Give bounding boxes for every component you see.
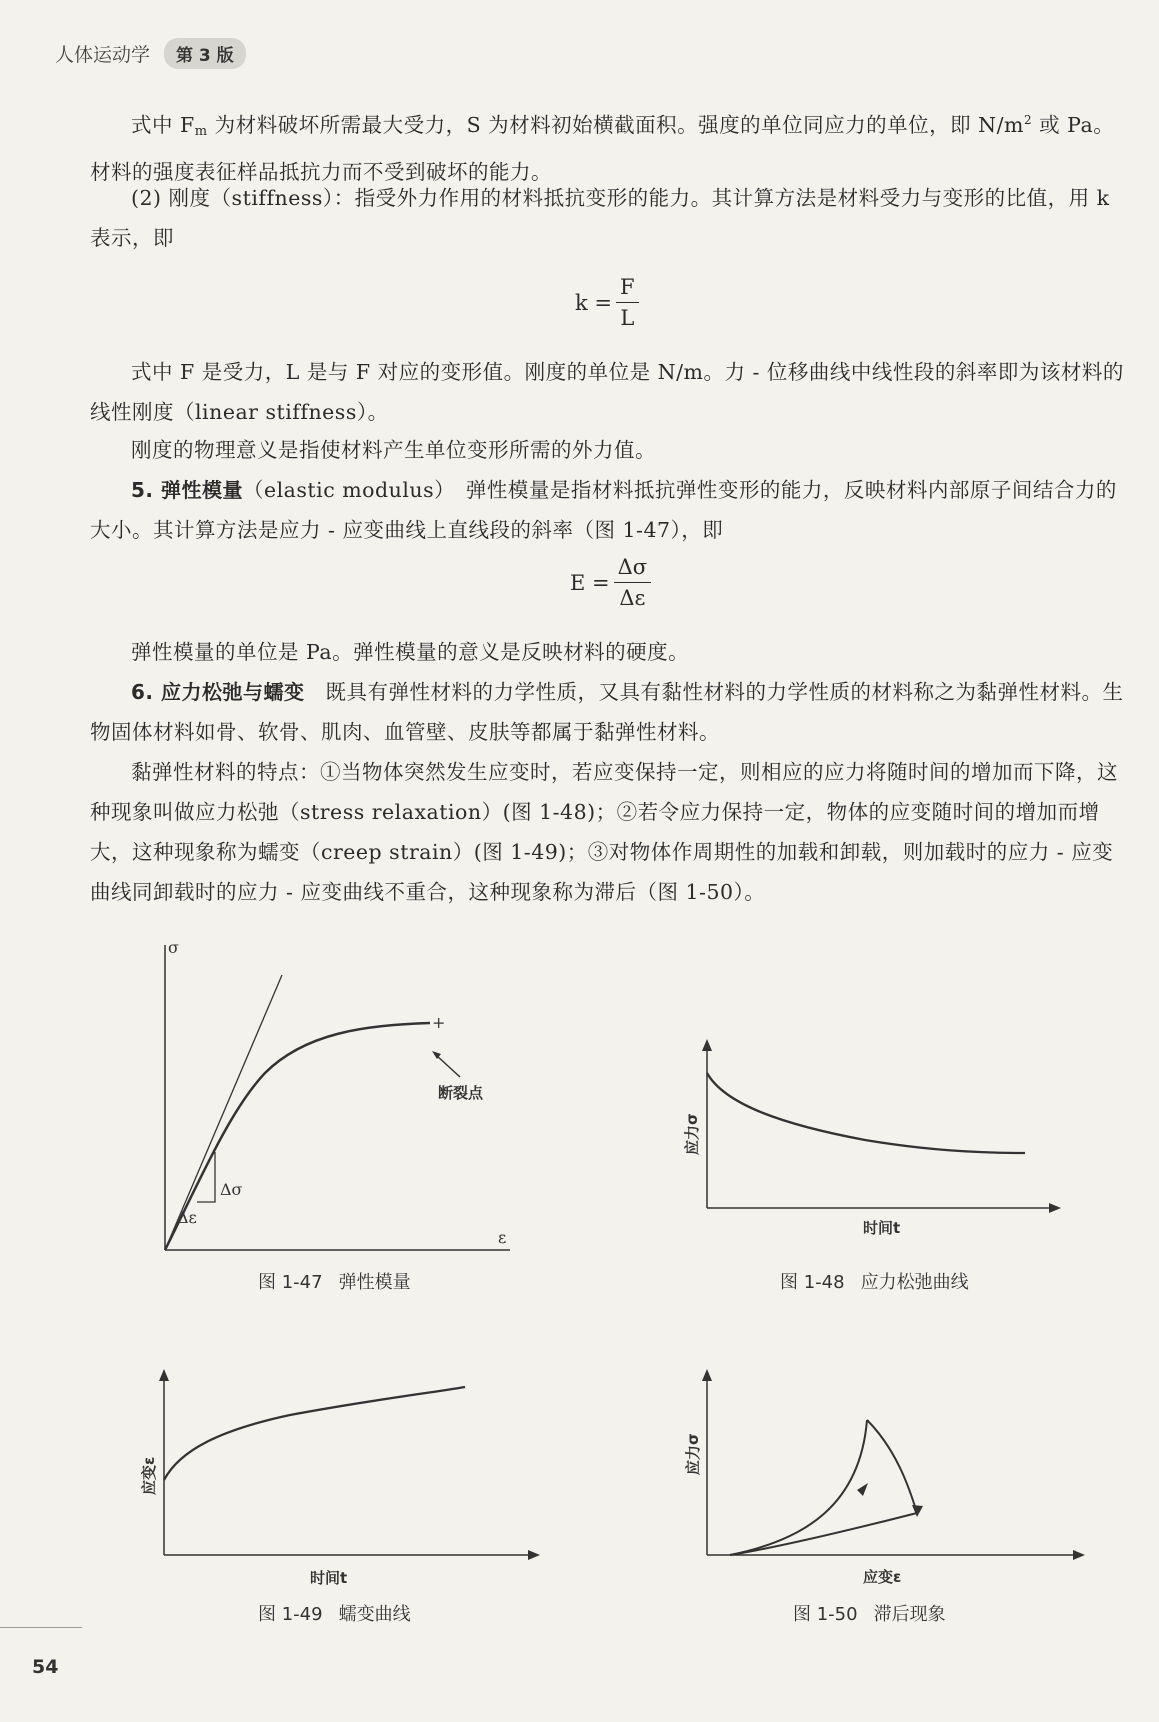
figure-1-49 <box>140 1365 540 1590</box>
footer-rule <box>0 1627 82 1628</box>
p1-text-c: 或 Pa。材料的强度表征样品抵抗力而不受到破坏的能力。 <box>90 113 1115 184</box>
fig48-x-label: 时间t <box>863 1219 901 1237</box>
formula-stiffness-denominator: L <box>620 306 635 330</box>
formula-modulus-numerator: Δσ <box>614 555 652 583</box>
formula-modulus-denominator: Δε <box>619 586 646 610</box>
fig47-y-label: σ <box>168 938 179 957</box>
fig47-break-label: 断裂点 <box>438 1084 484 1102</box>
fig50-unloading-arrow <box>912 1505 923 1517</box>
page-number: 54 <box>32 1656 59 1678</box>
fig50-loading-curve <box>730 1420 867 1555</box>
edition-badge: 第 3 版 <box>164 38 246 69</box>
fig49-x-arrowhead <box>528 1550 540 1560</box>
p1-text-b: 为材料破坏所需最大受力，S 为材料初始横截面积。强度的单位同应力的单位，即 N/m <box>207 113 1024 137</box>
fig48-relaxation-curve <box>707 1073 1025 1153</box>
caption-1-48-title: 应力松弛曲线 <box>860 1272 969 1293</box>
fig50-x-arrowhead <box>1073 1550 1085 1560</box>
fig48-x-arrowhead <box>1049 1203 1061 1213</box>
paragraph-viscoelastic <box>90 672 1130 752</box>
caption-1-47-title: 弹性模量 <box>338 1272 411 1293</box>
fig48-y-arrowhead <box>702 1039 712 1051</box>
heading-elastic-modulus: 5. 弹性模量 <box>131 478 243 502</box>
paragraph-stiffness-meaning: 刚度的物理意义是指使材料产生单位变形所需的外力值。 <box>131 438 656 462</box>
caption-1-47 <box>258 1268 411 1294</box>
formula-modulus-fraction <box>614 555 652 610</box>
fig47-delta-epsilon: Δε <box>177 1208 197 1227</box>
p5-body: （elastic modulus） 弹性模量是指材料抵抗弹性变形的能力，反映材料内部原子间结合力的大小。其计算方法是应力 - 应变曲线上直线段的斜率（图 1-47），即 <box>90 478 1117 542</box>
paragraph-stiffness-units: 式中 F 是受力，L 是与 F 对应的变形值。刚度的单位是 N/m。力 - 位移曲线中线性段的斜率即为该材料的线性刚度（linear stiffness）。 <box>90 360 1124 424</box>
book-title: 人体运动学 <box>55 44 151 66</box>
heading-stress-relaxation-creep: 6. 应力松弛与蠕变 <box>131 680 305 704</box>
p1-text-a: 式中 F <box>131 113 195 137</box>
paragraph-elastic-modulus <box>90 470 1130 550</box>
fig49-creep-curve <box>164 1387 465 1480</box>
caption-1-50-title: 滞后现象 <box>873 1604 946 1625</box>
fig47-break-arrow <box>436 1055 460 1077</box>
formula-modulus-lhs: E = <box>570 570 610 595</box>
caption-1-48-number: 图 1-48 <box>780 1272 845 1293</box>
caption-1-50-number: 图 1-50 <box>793 1604 858 1625</box>
paragraph-modulus-units: 弹性模量的单位是 Pa。弹性模量的意义是反映材料的硬度。 <box>131 640 690 664</box>
fig48-y-label: 应力σ <box>683 1113 701 1155</box>
formula-stiffness-numerator: F <box>616 275 639 303</box>
fig47-stress-strain-curve <box>165 1023 430 1250</box>
fig50-x-label: 应变ε <box>863 1568 902 1586</box>
formula-modulus <box>570 555 651 610</box>
fig50-y-label: 应力σ <box>684 1433 702 1475</box>
p7-body: 既具有弹性材料的力学性质，又具有黏性材料的力学性质的材料称之为黏弹性材料。生物固体材料如骨、软骨、肌肉、血管壁、皮肤等都属于黏弹性材料。 <box>90 680 1124 744</box>
fig47-x-label: ε <box>498 1228 507 1247</box>
caption-1-47-number: 图 1-47 <box>258 1272 323 1293</box>
fig49-x-label: 时间t <box>310 1569 348 1587</box>
fig47-delta-sigma: Δσ <box>220 1180 243 1199</box>
caption-1-48 <box>780 1268 969 1294</box>
fig50-unloading-curve-top <box>867 1420 917 1513</box>
formula-stiffness-fraction <box>616 275 639 330</box>
p1-subscript: m <box>194 124 208 139</box>
formula-stiffness-lhs: k = <box>575 290 612 315</box>
figure-1-47 <box>140 925 520 1255</box>
paragraph-stiffness: (2) 刚度（stiffness）：指受外力作用的材料抵抗变形的能力。其计算方法是材料受力与变形的比值，用 k 表示，即 <box>90 186 1110 250</box>
caption-1-49-title: 蠕变曲线 <box>338 1604 411 1625</box>
fig49-y-arrowhead <box>159 1369 169 1381</box>
fig47-break-marker: + <box>432 1013 446 1032</box>
paragraph-viscoelastic-features: 黏弹性材料的特点：①当物体突然发生应变时，若应变保持一定，则相应的应力将随时间的增加而下降，这种现象叫做应力松弛（stress relaxation）(图 1-48)；②若令应力保持一定，物体的应变随时间的增加而增大，这种现象称为蠕变（creep strain）(图 1-49)；③对物体作周期性的加载和卸载，则加载时的应力 - 应变曲线同卸载时的应力 - 应变曲线不重合，这种现象称为滞后（图 1-50）。 <box>90 760 1118 904</box>
p1-superscript: 2 <box>1023 113 1033 127</box>
fig49-y-label: 应变ε <box>140 1456 158 1495</box>
fig50-loading-arrow <box>857 1483 868 1496</box>
formula-stiffness <box>575 275 639 330</box>
figure-1-50 <box>685 1365 1085 1590</box>
caption-1-49-number: 图 1-49 <box>258 1604 323 1625</box>
running-header <box>55 38 246 69</box>
fig50-y-arrowhead <box>702 1369 712 1381</box>
figure-1-48 <box>685 1035 1065 1235</box>
caption-1-49 <box>258 1600 411 1626</box>
caption-1-50 <box>793 1600 946 1626</box>
